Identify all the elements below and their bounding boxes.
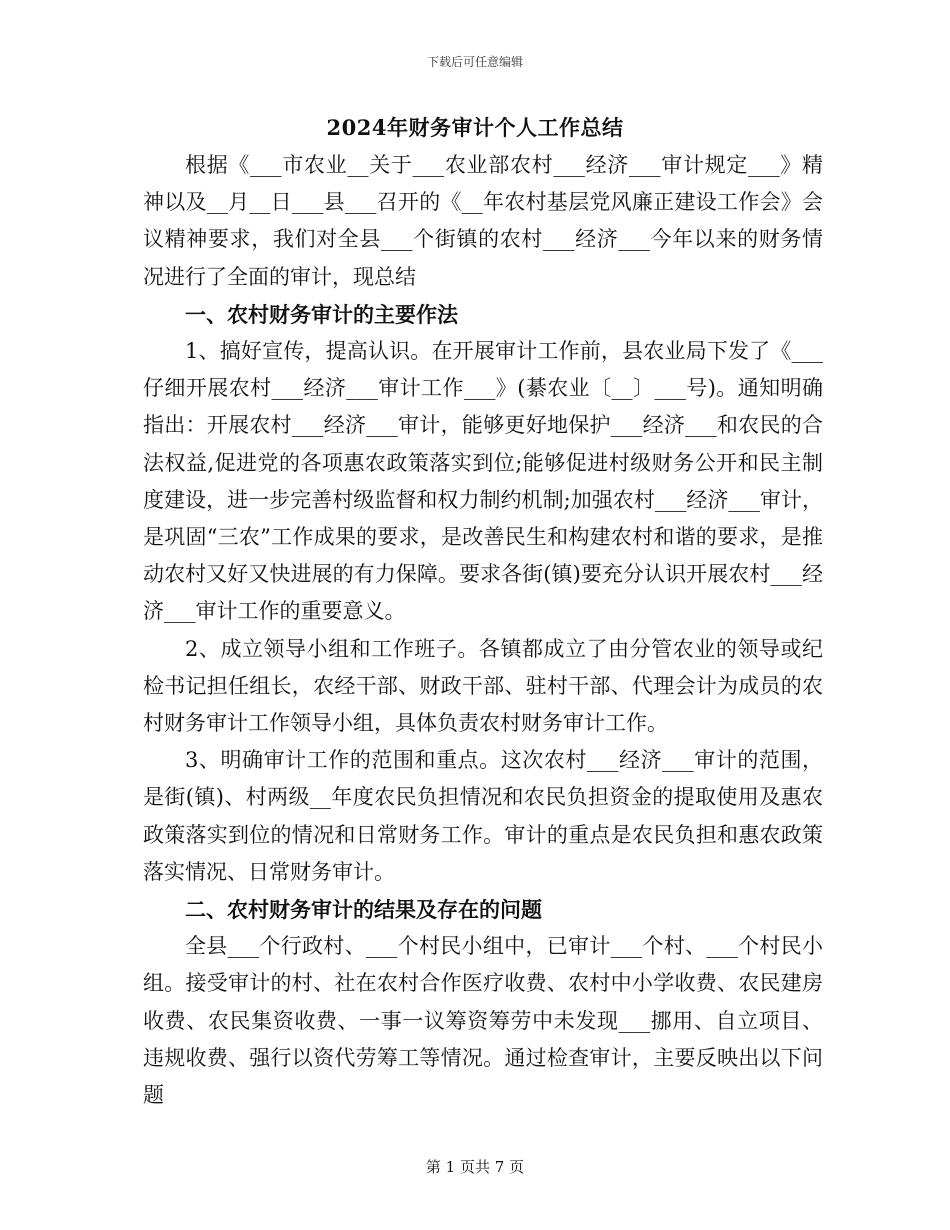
paragraph-4: 全县___个行政村、___个村民小组中，已审计___个村、___个村民小组。接受审计的村、社在农村合作医疗收费、农村中小学收费、农民建房收费、农民集资收费、一事一议筹资筹劳中未发现___挪用、自立项目、违规收费、强行以资代劳筹工等情况。通过检查审计，主要反映出以下问题: [143, 934, 823, 1108]
page-footer: 第 1 页共 7 页: [425, 1158, 525, 1176]
header-note: 下载后可任意编辑: [426, 55, 523, 69]
intro-paragraph: 根据《___市农业__关于___农业部农村___经济___审计规定___》精神以及__月__日___县___召开的《__年农村基层党风廉正建设工作会》会议精神要求，我们对全县___个街镇的农村___经济___今年以来的财务情况进行了全面的审计，现总结: [143, 153, 823, 289]
section-heading-2: 二、农村财务审计的结果及存在的问题: [185, 897, 542, 923]
section-heading-1: 一、农村财务审计的主要作法: [185, 301, 458, 327]
paragraph-1: 1、搞好宣传，提高认识。在开展审计工作前，县农业局下发了《___仔细开展农村___经济___审计工作___》(綦农业〔__〕___号)。通知明确指出：开展农村___经济___审计，能够更好地保护___经济___和农民的合法权益,促进党的各项惠农政策落实到位;能够促进村级财务公开和民主制度建设，进一步完善村级监督和权力制约机制;加强农村___经济___审计，是巩固“三农”工作成果的要求，是改善民生和构建农村和谐的要求，是推动农村又好又快进展的有力保障。要求各街(镇)要充分认识开展农村___经济___审计工作的重要意义。: [143, 339, 823, 624]
document-body: [143, 147, 823, 1114]
paragraph-3: 3、明确审计工作的范围和重点。这次农村___经济___审计的范围，是街(镇)、村两级__年度农民负担情况和农民负担资金的提取使用及惠农政策落实到位的情况和日常财务工作。审计的重点是农民负担和惠农政策落实情况、日常财务审计。: [143, 748, 823, 884]
paragraph-2: 2、成立领导小组和工作班子。各镇都成立了由分管农业的领导或纪检书记担任组长，农经干部、财政干部、驻村干部、代理会计为成员的农村财务审计工作领导小组，具体负责农村财务审计工作。: [143, 636, 823, 736]
document-title: 2024年财务审计个人工作总结: [326, 115, 624, 140]
